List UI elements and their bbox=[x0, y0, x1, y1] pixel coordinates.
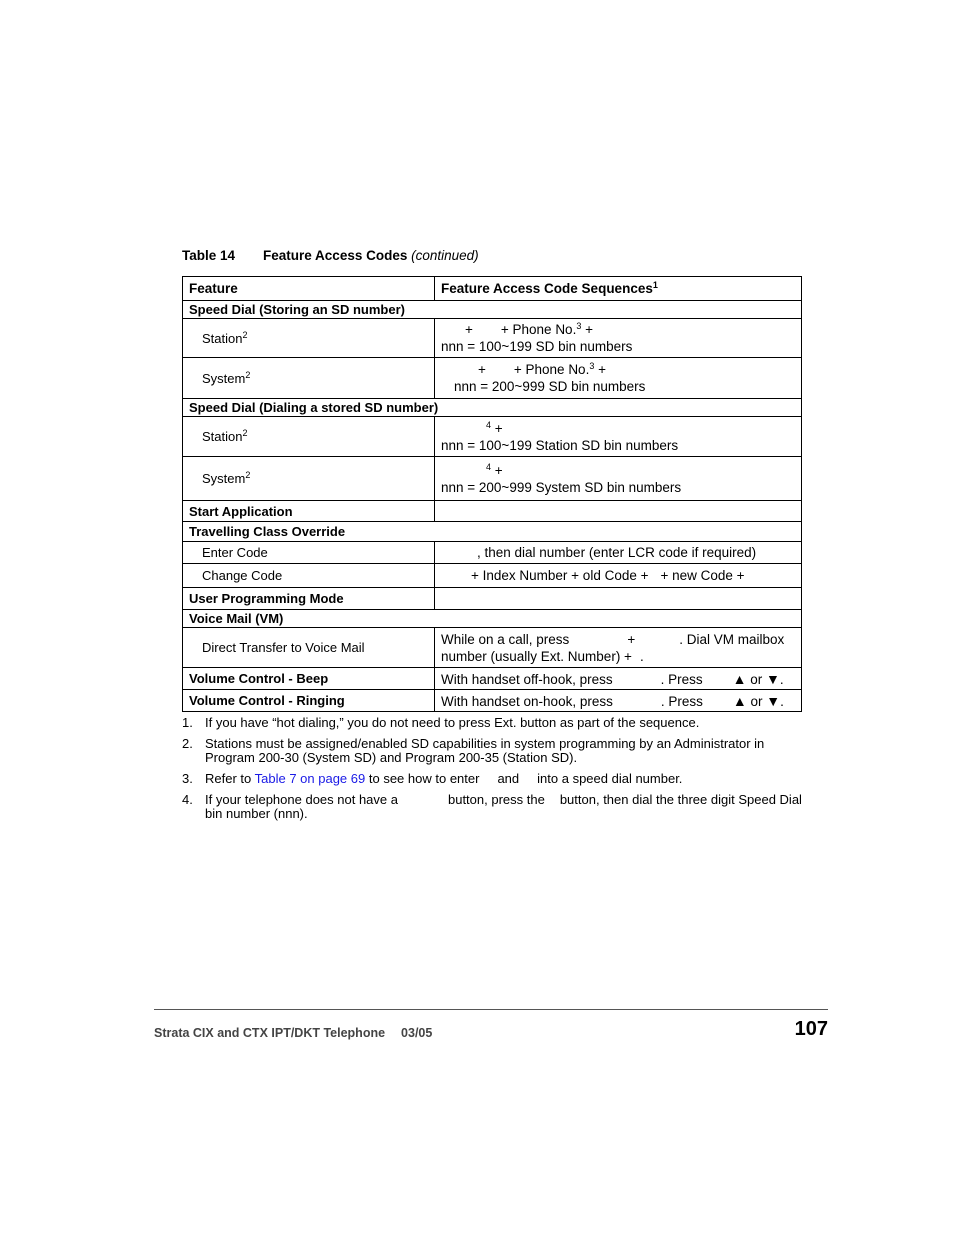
feature-cell bbox=[183, 319, 435, 358]
seq-line: nnn = 100~199 Station SD bin numbers bbox=[441, 437, 679, 453]
footnote-number: 2. bbox=[182, 736, 193, 751]
section-row bbox=[183, 610, 802, 628]
sequence-cell bbox=[435, 542, 802, 564]
footnote-text: button, then dial the three digit Speed Dial bin number (nnn). bbox=[205, 792, 802, 821]
seq-part: + bbox=[598, 362, 606, 377]
feature-start-application: Start Application bbox=[183, 501, 435, 522]
footnote-ref: 1 bbox=[652, 280, 658, 290]
seq-part: + bbox=[494, 420, 503, 436]
feature-volume-beep: Volume Control - Beep bbox=[183, 668, 435, 690]
footnote bbox=[182, 793, 802, 821]
footnote-text: to see how to enter bbox=[368, 771, 480, 786]
footnote-ref: 3 bbox=[589, 361, 595, 371]
table-label: Table 14 bbox=[182, 248, 236, 263]
seq-part: While on a call, press bbox=[441, 631, 570, 647]
table-row bbox=[183, 564, 802, 588]
footnote-ref: 2 bbox=[242, 329, 248, 340]
footnote-ref: 4 bbox=[486, 461, 492, 472]
footnote-number: 1. bbox=[182, 715, 193, 730]
seq-part: + Phone No. bbox=[500, 322, 577, 337]
footnotes bbox=[182, 716, 802, 828]
table-row bbox=[183, 501, 802, 522]
footnote-text: If your telephone does not have a bbox=[205, 792, 398, 807]
footnote-number: 4. bbox=[182, 792, 193, 807]
table-row bbox=[183, 690, 802, 712]
feature-user-programming: User Programming Mode bbox=[183, 588, 435, 610]
table-row bbox=[183, 542, 802, 564]
footnote bbox=[182, 737, 802, 765]
seq-part: . Press bbox=[660, 671, 703, 687]
sequence-cell bbox=[435, 588, 802, 610]
feature-label: System bbox=[202, 471, 246, 486]
table-header-row bbox=[183, 277, 802, 301]
footer-doc-title: Strata CIX and CTX IPT/DKT Telephone bbox=[154, 1026, 386, 1040]
sequence-cell bbox=[435, 358, 802, 399]
footer-date: 03/05 bbox=[401, 1026, 433, 1040]
footnote-ref: 2 bbox=[245, 470, 251, 480]
seq-part: . bbox=[639, 648, 644, 664]
feature-volume-ringing: Volume Control - Ringing bbox=[183, 690, 435, 712]
footer-title bbox=[154, 1026, 432, 1040]
seq-line: nnn = 200~999 System SD bin numbers bbox=[441, 479, 682, 495]
table-row bbox=[183, 358, 802, 399]
page-number: 107 bbox=[794, 1018, 828, 1040]
feature-direct-transfer-vm: Direct Transfer to Voice Mail bbox=[183, 628, 435, 668]
section-row bbox=[183, 399, 802, 417]
seq-part: + bbox=[585, 322, 593, 337]
seq-part: + bbox=[465, 322, 473, 337]
seq-part: . Dial VM mailbox bbox=[679, 631, 785, 647]
feature-label: System bbox=[202, 370, 246, 386]
footnote-text: into a speed dial number. bbox=[537, 771, 683, 786]
section-row bbox=[183, 301, 802, 319]
table-row bbox=[183, 628, 802, 668]
feature-cell bbox=[183, 457, 435, 501]
seq-part: + new Code + bbox=[660, 568, 745, 583]
footnote-ref: 3 bbox=[576, 321, 582, 331]
table-row bbox=[183, 457, 802, 501]
table-title: Feature Access Codes bbox=[263, 248, 408, 263]
section-sd-dial: Speed Dial (Dialing a stored SD number) bbox=[183, 399, 802, 417]
down-triangle-icon: ▼ bbox=[766, 692, 781, 709]
seq-part: . bbox=[780, 693, 784, 709]
section-sd-store: Speed Dial (Storing an SD number) bbox=[183, 301, 802, 319]
seq-part: or bbox=[750, 693, 763, 709]
seq-line: nnn = 200~999 SD bin numbers bbox=[454, 379, 646, 394]
seq-part: + bbox=[478, 362, 486, 377]
sequence-cell bbox=[435, 564, 802, 588]
header-sequences-text: Feature Access Code Sequences bbox=[441, 281, 653, 296]
footnote-ref: 2 bbox=[242, 428, 248, 438]
footnote-text: If you have “hot dialing,” you do not need to press Ext. button as part of the sequence. bbox=[205, 715, 700, 730]
seq-part: + bbox=[627, 631, 636, 647]
feature-cell bbox=[183, 417, 435, 457]
seq-part: or bbox=[750, 671, 763, 687]
sequence-cell bbox=[435, 417, 802, 457]
table-row bbox=[183, 319, 802, 358]
sequence-cell bbox=[435, 628, 802, 668]
seq-part: , then dial number (enter LCR code if required) bbox=[477, 545, 757, 560]
table-continued: (continued) bbox=[411, 248, 479, 263]
feature-access-codes-table bbox=[182, 276, 802, 712]
footnote-text: and bbox=[497, 771, 520, 786]
footnote-text: Refer to bbox=[205, 771, 252, 786]
table-row bbox=[183, 417, 802, 457]
seq-part: . bbox=[779, 671, 784, 687]
footnote-number: 3. bbox=[182, 771, 193, 786]
seq-part: With handset on-hook, press bbox=[441, 693, 613, 709]
table-row bbox=[183, 588, 802, 610]
section-tco: Travelling Class Override bbox=[183, 522, 802, 542]
footnote-ref: 2 bbox=[245, 369, 251, 380]
footnote-text: button, press the bbox=[447, 792, 545, 807]
seq-part: + Index Number + old Code + bbox=[471, 568, 649, 583]
sequence-cell bbox=[435, 457, 802, 501]
feature-change-code: Change Code bbox=[183, 564, 435, 588]
seq-line: nnn = 100~199 SD bin numbers bbox=[441, 339, 633, 354]
seq-part: + Phone No. bbox=[513, 362, 590, 377]
header-feature: Feature bbox=[183, 277, 435, 301]
seq-part: With handset off-hook, press bbox=[441, 671, 613, 687]
seq-part: + bbox=[494, 462, 503, 478]
sequence-cell bbox=[435, 501, 802, 522]
table-caption bbox=[182, 248, 479, 263]
footnote-text: Stations must be assigned/enabled SD capabilities in system programming by an Administrator in Program 200-30 (System SD) and Program 200-35 (Station SD). bbox=[205, 736, 765, 765]
feature-label: Station bbox=[202, 429, 243, 444]
feature-cell bbox=[183, 358, 435, 399]
table-row bbox=[183, 668, 802, 690]
footnote bbox=[182, 716, 802, 730]
up-triangle-icon: ▲ bbox=[732, 692, 747, 709]
footnote-ref: 4 bbox=[486, 419, 492, 430]
seq-line: number (usually Ext. Number) + bbox=[441, 648, 632, 664]
section-vm: Voice Mail (VM) bbox=[183, 610, 802, 628]
footnote bbox=[182, 772, 802, 786]
seq-part: . Press bbox=[660, 693, 703, 709]
sequence-cell bbox=[435, 690, 802, 712]
down-triangle-icon: ▼ bbox=[766, 670, 780, 687]
up-triangle-icon: ▲ bbox=[732, 670, 747, 687]
sequence-cell bbox=[435, 668, 802, 690]
feature-label: Station bbox=[202, 330, 243, 346]
footer-divider bbox=[154, 1009, 828, 1010]
header-sequences bbox=[435, 277, 802, 301]
sequence-cell bbox=[435, 319, 802, 358]
table-7-link[interactable]: Table 7 on page 69 bbox=[254, 771, 366, 786]
feature-enter-code: Enter Code bbox=[183, 542, 435, 564]
section-row bbox=[183, 522, 802, 542]
